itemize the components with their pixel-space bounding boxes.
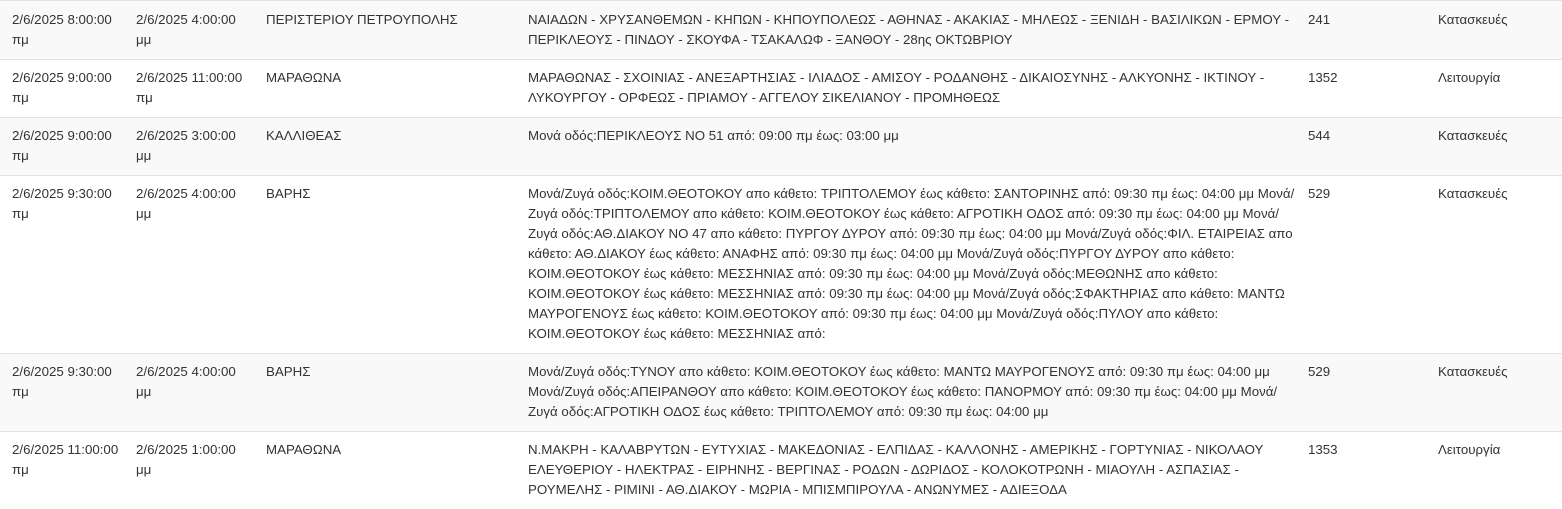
end-time-cell: 2/6/2025 1:00:00 μμ xyxy=(130,432,260,509)
end-time-cell: 2/6/2025 3:00:00 μμ xyxy=(130,118,260,176)
reason-cell: Κατασκευές xyxy=(1432,354,1562,432)
area-cell: ΒΑΡΗΣ xyxy=(260,176,522,354)
area-cell: ΚΑΛΛΙΘΕΑΣ xyxy=(260,118,522,176)
table-row xyxy=(0,432,1562,509)
reason-cell: Λειτουργία xyxy=(1432,432,1562,509)
start-time-cell: 2/6/2025 11:00:00 πμ xyxy=(0,432,130,509)
reason-cell: Κατασκευές xyxy=(1432,1,1562,60)
start-time-cell: 2/6/2025 9:00:00 πμ xyxy=(0,60,130,118)
end-time-cell: 2/6/2025 11:00:00 πμ xyxy=(130,60,260,118)
number-cell: 529 xyxy=(1302,354,1432,432)
outage-table-body xyxy=(0,1,1562,509)
reason-cell: Κατασκευές xyxy=(1432,118,1562,176)
number-cell: 529 xyxy=(1302,176,1432,354)
end-time-cell: 2/6/2025 4:00:00 μμ xyxy=(130,176,260,354)
start-time-cell: 2/6/2025 8:00:00 πμ xyxy=(0,1,130,60)
area-cell: ΠΕΡΙΣΤΕΡΙΟΥ ΠΕΤΡΟΥΠΟΛΗΣ xyxy=(260,1,522,60)
start-time-cell: 2/6/2025 9:30:00 πμ xyxy=(0,354,130,432)
number-cell: 1352 xyxy=(1302,60,1432,118)
streets-cell: Μονά/Ζυγά οδός:ΚΟΙΜ.ΘΕΟΤΟΚΟΥ απο κάθετο: ΤΡΙΠΤΟΛΕΜΟΥ έως κάθετο: ΣΑΝΤΟΡΙΝΗΣ από: 09:30 πμ έως: 04:00 μμ Μονά/Ζυγά οδός:ΤΡΙΠΤΟΛΕΜΟΥ απο κάθετο: ΚΟΙΜ.ΘΕΟΤΟΚΟΥ έως κάθετο: ΑΓΡΟΤΙΚΗ ΟΔΟΣ από: 09:30 πμ έως: 04:00 μμ Μονά/Ζυγά οδός:ΑΘ.ΔΙΑΚΟΥ ΝΟ 47 απο κάθετο: ΠΥΡΓΟΥ ΔΥΡΟΥ από: 09:30 πμ έως: 04:00 μμ Μονά/Ζυγά οδός:ΦΙΛ. ΕΤΑΙΡΕΙΑΣ απο κάθετο: ΑΘ.ΔΙΑΚΟΥ έως κάθετο: ΑΝΑΦΗΣ από: 09:30 πμ έως: 04:00 μμ Μονά/Ζυγά οδός:ΠΥΡΓΟΥ ΔΥΡΟΥ απο κάθετο: ΚΟΙΜ.ΘΕΟΤΟΚΟΥ έως κάθετο: ΜΕΣΣΗΝΙΑΣ από: 09:30 πμ έως: 04:00 μμ Μονά/Ζυγά οδός:ΜΕΘΩΝΗΣ απο κάθετο: ΚΟΙΜ.ΘΕΟΤΟΚΟΥ έως κάθετο: ΜΕΣΣΗΝΙΑΣ από: 09:30 πμ έως: 04:00 μμ Μονά/Ζυγά οδός:ΣΦΑΚΤΗΡΙΑΣ απο κάθετο: ΜΑΝΤΩ ΜΑΥΡΟΓΕΝΟΥΣ έως κάθετο: ΚΟΙΜ.ΘΕΟΤΟΚΟΥ από: 09:30 πμ έως: 04:00 μμ Μονά/Ζυγά οδός:ΠΥΛΟΥ απο κάθετο: ΚΟΙΜ.ΘΕΟΤΟΚΟΥ έως κάθετο: ΜΕΣΣΗΝΙΑΣ από: xyxy=(522,176,1302,354)
reason-cell: Κατασκευές xyxy=(1432,176,1562,354)
area-cell: ΜΑΡΑΘΩΝΑ xyxy=(260,60,522,118)
streets-cell: Μονά/Ζυγά οδός:ΤΥΝΟΥ απο κάθετο: ΚΟΙΜ.ΘΕΟΤΟΚΟΥ έως κάθετο: ΜΑΝΤΩ ΜΑΥΡΟΓΕΝΟΥΣ από: 09:30 πμ έως: 04:00 μμ Μονά/Ζυγά οδός:ΑΠΕΙΡΑΝΘΟΥ απο κάθετο: ΚΟΙΜ.ΘΕΟΤΟΚΟΥ έως κάθετο: ΠΑΝΟΡΜΟΥ από: 09:30 πμ έως: 04:00 μμ Μονά/Ζυγά οδός:ΑΓΡΟΤΙΚΗ ΟΔΟΣ έως κάθετο: ΤΡΙΠΤΟΛΕΜΟΥ από: 09:30 πμ έως: 04:00 μμ xyxy=(522,354,1302,432)
area-cell: ΜΑΡΑΘΩΝΑ xyxy=(260,432,522,509)
end-time-cell: 2/6/2025 4:00:00 μμ xyxy=(130,354,260,432)
streets-cell: ΝΑΙΑΔΩΝ - ΧΡΥΣΑΝΘΕΜΩΝ - ΚΗΠΩΝ - ΚΗΠΟΥΠΟΛΕΩΣ - ΑΘΗΝΑΣ - ΑΚΑΚΙΑΣ - ΜΗΛΕΩΣ - ΞΕΝΙΔΗ - ΒΑΣΙΛΙΚΩΝ - ΕΡΜΟΥ - ΠΕΡΙΚΛΕΟΥΣ - ΠΙΝΔΟΥ - ΣΚΟΥΦΑ - ΤΣΑΚΑΛΩΦ - ΞΑΝΘΟΥ - 28ης ΟΚΤΩΒΡΙΟΥ xyxy=(522,1,1302,60)
table-row xyxy=(0,176,1562,354)
table-row xyxy=(0,118,1562,176)
area-cell: ΒΑΡΗΣ xyxy=(260,354,522,432)
table-row xyxy=(0,1,1562,60)
start-time-cell: 2/6/2025 9:30:00 πμ xyxy=(0,176,130,354)
table-row xyxy=(0,60,1562,118)
end-time-cell: 2/6/2025 4:00:00 μμ xyxy=(130,1,260,60)
streets-cell: ΜΑΡΑΘΩΝΑΣ - ΣΧΟΙΝΙΑΣ - ΑΝΕΞΑΡΤΗΣΙΑΣ - ΙΛΙΑΔΟΣ - ΑΜΙΣΟΥ - ΡΟΔΑΝΘΗΣ - ΔΙΚΑΙΟΣΥΝΗΣ - ΑΛΚΥΟΝΗΣ - ΙΚΤΙΝΟΥ - ΛΥΚΟΥΡΓΟΥ - ΟΡΦΕΩΣ - ΠΡΙΑΜΟΥ - ΑΓΓΕΛΟΥ ΣΙΚΕΛΙΑΝΟΥ - ΠΡΟΜΗΘΕΩΣ xyxy=(522,60,1302,118)
streets-cell: Μονά οδός:ΠΕΡΙΚΛΕΟΥΣ ΝΟ 51 από: 09:00 πμ έως: 03:00 μμ xyxy=(522,118,1302,176)
start-time-cell: 2/6/2025 9:00:00 πμ xyxy=(0,118,130,176)
reason-cell: Λειτουργία xyxy=(1432,60,1562,118)
number-cell: 544 xyxy=(1302,118,1432,176)
number-cell: 1353 xyxy=(1302,432,1432,509)
number-cell: 241 xyxy=(1302,1,1432,60)
table-row xyxy=(0,354,1562,432)
streets-cell: Ν.ΜΑΚΡΗ - ΚΑΛΑΒΡΥΤΩΝ - ΕΥΤΥΧΙΑΣ - ΜΑΚΕΔΟΝΙΑΣ - ΕΛΠΙΔΑΣ - ΚΑΛΛΟΝΗΣ - ΑΜΕΡΙΚΗΣ - ΓΟΡΤΥΝΙΑΣ - ΝΙΚΟΛΑΟΥ ΕΛΕΥΘΕΡΙΟΥ - ΗΛΕΚΤΡΑΣ - ΕΙΡΗΝΗΣ - ΒΕΡΓΙΝΑΣ - ΡΟΔΩΝ - ΔΩΡΙΔΟΣ - ΚΟΛΟΚΟΤΡΩΝΗ - ΜΙΑΟΥΛΗ - ΑΣΠΑΣΙΑΣ - ΡΟΥΜΕΛΗΣ - ΡΙΜΙΝΙ - ΑΘ.ΔΙΑΚΟΥ - ΜΩΡΙΑ - ΜΠΙΣΜΠΙΡΟΥΛΑ - ΑΝΩΝΥΜΕΣ - ΑΔΙΕΞΟΔΑ xyxy=(522,432,1302,509)
